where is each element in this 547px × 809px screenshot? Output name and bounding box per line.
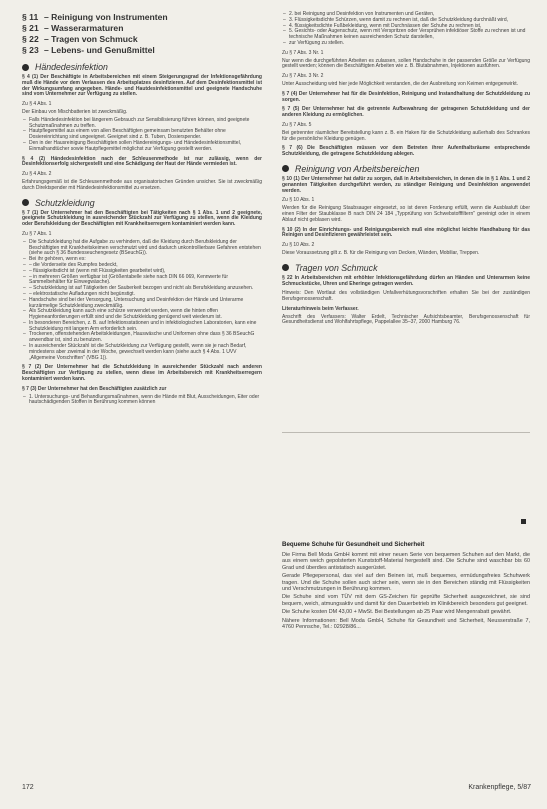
list-item: – – die Vorderseite des Rumpfes bedeckt, bbox=[29, 263, 262, 269]
list-item: – Bei ihr gehören, wenn es: bbox=[29, 257, 262, 263]
toc-number: § 11 bbox=[22, 12, 39, 22]
bullet-list bbox=[22, 118, 262, 153]
subheading: Zu § 4 Abs. 2 bbox=[22, 171, 52, 178]
section-title: Tragen von Schmuck bbox=[295, 262, 378, 273]
list-item: – 2. bei Reinigung und Desinfektion von Instrumenten und Geräten, bbox=[289, 12, 530, 18]
paragraph: Die Schuhe sind vom TÜV mit dem GS-Zeichen für geprüfte Sicherheit ausgezeichnet, sie sind bequem, weich, atmungsaktiv und damit für den Dauerbetrieb im Klinikbereich besonders gut geeignet. bbox=[282, 594, 530, 607]
paragraph: § 7 (4) Der Unternehmer hat für die Desinfektion, Reinigung und Instandhaltung der Schutzkleidung zu sorgen. bbox=[282, 90, 530, 103]
paragraph: Nur wenn die durchgeführten Arbeiten es zulassen, sollen Handschuhe in der passenden Größe zur Verfügung gestellt werden; können die Beschäftigten Arbeiten wie z. B. Blutabnahmen, Injektionen ausführen. bbox=[282, 57, 530, 70]
list-item: – Falls Händedesinfektion bei längerem Gebrauch zur Sensibilisierung führen können, sind geeignete Schutzmaßnahmen zu treffen. bbox=[29, 118, 262, 130]
paragraph: § 10 (1) Der Unternehmer hat dafür zu sorgen, daß in Arbeitsbereichen, in denen die in § 1 Abs. 1 und 2 genannten Tätigkeiten durchgeführt werden, zu ständiger Reinigung und Desinfektion angewendet werden. bbox=[282, 175, 530, 194]
toc-row bbox=[22, 12, 262, 23]
list-item: – zur Verfügung zu stellen. bbox=[289, 41, 530, 47]
section-title: Händedesinfektion bbox=[35, 62, 108, 72]
table-of-contents bbox=[22, 12, 262, 56]
bullet-icon bbox=[22, 64, 29, 71]
subheading: Zu § 7 Abs. 1 bbox=[22, 230, 52, 237]
paragraph: Der Einbau von Mischbatterien ist zweckmäßig. bbox=[22, 108, 128, 115]
paragraph: Diese Voraussetzung gilt z. B. für die Reinigung von Decken, Wänden, Mobiliar, Treppen. bbox=[282, 249, 480, 256]
toc-row bbox=[22, 45, 262, 56]
numbered-list bbox=[282, 12, 530, 47]
section-heading-schmuck bbox=[282, 263, 530, 273]
list-item: – 1. Untersuchungs- und Behandlungsmaßnahmen, wenn die Hände mit Blut, Ausscheidungen, Eiter oder hautschädigenden Stoffen in Berührung kommen können bbox=[29, 395, 262, 407]
toc-title: – Tragen von Schmuck bbox=[44, 34, 138, 44]
paragraph: § 7 (5) Der Unternehmer hat die getrennte Aufbewahrung der getragenen Schutzkleidung und der anderen Kleidung zu ermöglichen. bbox=[282, 106, 530, 119]
section-title: Reinigung von Arbeitsbereichen bbox=[295, 163, 420, 174]
subheading: Zu § 4 Abs. 1 bbox=[22, 101, 52, 108]
paragraph: § 4 (2) Händedesinfektion nach der Schleusenmethode ist nur zulässig, wenn der Desinfektionserfolg sichergestellt und eine Schädigung der Haut der Hände vermieden ist. bbox=[22, 155, 262, 168]
paragraph: Unter Ausscheidung wird hier jede Möglichkeit verstanden, die der Ausbreitung von Keimen entgegenwirkt. bbox=[282, 80, 518, 87]
subheading: Zu § 10 Abs. 1 bbox=[282, 197, 315, 204]
toc-title: – Reinigung von Instrumenten bbox=[44, 12, 168, 22]
section-heading-reinigung bbox=[282, 164, 530, 174]
list-item: – Hautpflegemittel aus einem von allen Beschäftigten gemeinsam benutzten Behälter ohne Dosiereinrichtung sind ungeeignet. Geeignet sind z. B. Tuben, Dosierspender. bbox=[29, 129, 262, 141]
toc-number: § 23 bbox=[22, 45, 39, 55]
subheading: Zu § 7 Abs. 5 bbox=[282, 121, 312, 128]
list-item: – – in mehreren Größen verfügbar ist (Größentabelle siehe nach DIN 66 069, Kennwerte für Sammelbehälter für Einwegwäsche). bbox=[29, 275, 262, 287]
list-item: – Die Schutzkleidung hat die Aufgabe zu verhindern, daß die Kleidung durch Berufskleidung der Beschäftigten mit Krankheitskeimen verschmutzt wird und dadurch unkontrollierbare Gefahren entstehen (siehe auch § 36 Bundesseuchengesetz (BSeuchG)). bbox=[29, 240, 262, 257]
paragraph: Nähere Informationen: Bell Moda GmbH, Schuhe für Gesundheit und Sicherheit, Neusserstraße 7, 4760 Pennsche, Tel.: 02928/86... bbox=[282, 617, 530, 631]
list-item: – 4. flüssigkeitsdichte Fußbekleidung, wenn mit Durchnässen der Schuhe zu rechnen ist, bbox=[289, 24, 530, 30]
list-item: – 5. Gesichts- oder Augenschutz, wenn mit Verspritzen oder Versprühen infektiöser Stoffe zu rechnen ist und technische Maßnahmen keinen ausreichenden Schutz darstellen, bbox=[289, 29, 530, 41]
list-item: – Den in der Hausreinigung Beschäftigten sollen Händereinigungs- und Händedesinfektionsmittel, Einmalhandtücher sowie Hautpflegemittel möglichst zur Verfügung gestellt werden. bbox=[29, 141, 262, 153]
paragraph: § 7 (3) Der Unternehmer hat den Beschäftigten zusätzlich zur bbox=[22, 385, 167, 392]
list-item: – Als Schutzkleidung kann auch eine schürze verwendet werden, wenn die hinten offen Hygieneanforderungen erfüllt sind und die Schutzkleidung genügend weit wiederum ist. bbox=[29, 309, 262, 321]
list-item: – – flüssigkeitsdicht ist (wenn mit Flüssigkeiten gearbeitet wird), bbox=[29, 269, 262, 275]
toc-number: § 22 bbox=[22, 34, 39, 44]
subheading: Zu § 7 Abs. 3 Nr. 1 bbox=[282, 49, 324, 56]
list-item: – Handschuhe sind bei der Versorgung, Untersuchung und Desinfektion der Hände und Unterarme kurzärmelige Schutzkleidung zweckmäßig. bbox=[29, 298, 262, 310]
paragraph: Die Schuhe kosten DM 43,00 + MwSt. Bei Bestellungen ab 25 Paar wird Mengenrabatt gewährt. bbox=[282, 609, 512, 616]
numbered-list bbox=[22, 395, 262, 407]
paragraph: § 4 (1) Der Beschäftigte in Arbeitsbereichen mit einem Steigerungsgrad der Infektionsgefährdung muß die Hände vor dem Verlassen des Arbeitsplatzes desinfizieren. Auf dem Desinfektionsmittel ist der Wirkungsumfang angegeben. Hände- und Hautdesinfektionsmittel und geeignete Handschuhe sind vom Unternehmer zur Verfügung zu stellen. bbox=[22, 74, 262, 98]
list-item: – – elektrostatische Aufladungen nicht begünstigt. bbox=[29, 292, 262, 298]
right-column bbox=[282, 12, 530, 328]
paragraph: Erfahrungsgemäß ist die Schleusenmethode aus organisatorischen Gründen unsicher. Sie ist zweckmäßig durch Direktspender mit Händedesinfektionsmittel zu ersetzen. bbox=[22, 178, 262, 191]
list-item: – In besonderen Bereichen, z. B. auf Infektionsstationen und in infektiologischen Laboratorien, kann eine Schutzkleidung mit langem Arm erforderlich sein. bbox=[29, 321, 262, 333]
list-item: – Trockenen, offenstehenden Arbeitskleidungen, Hauswäsche und Uniformen ohne dass § 36 BSeuchG anwendbar ist, sind zu benutzen. bbox=[29, 332, 262, 344]
product-news-box bbox=[282, 432, 530, 771]
paragraph: Gerade Pflegepersonal, das viel auf den Beinen ist, muß bequemes, ermüdungsfreies Schuhwerk tragen. Und die Schuhe sollen auch sicher sein, wenn sie in den Bereichen ständig mit Flüssigkeiten und Verschmutzungen in Berührung kommen. bbox=[282, 573, 530, 593]
end-mark-icon bbox=[521, 519, 526, 524]
bullet-icon bbox=[22, 199, 29, 206]
list-item: – – Schutzkleidung ist auf Tätigkeiten der Sauberkeit bezogen und nicht als Berufskleidung anzusehen. bbox=[29, 286, 262, 292]
toc-title: – Lebens- und Genußmittel bbox=[44, 45, 155, 55]
paragraph: § 10 (2) In der Einrichtungs- und Reinigungsbereich muß eine möglichst leichte Handhabung für das Reinigen und Desinfizieren gewährleistet sein. bbox=[282, 226, 530, 239]
left-column bbox=[22, 12, 262, 408]
note: Hinweis: Den Wortlaut des vollständigen Unfallverhütungsvorschriften erhalten Sie bei der zuständigen Berufsgenossenschaft. bbox=[282, 290, 530, 303]
toc-number: § 21 bbox=[22, 23, 39, 33]
toc-row bbox=[22, 34, 262, 45]
bullet-icon bbox=[282, 264, 289, 271]
subheading: Zu § 10 Abs. 2 bbox=[282, 242, 315, 249]
paragraph: § 7 (1) Der Unternehmer hat den Beschäftigten bei Tätigkeiten nach § 1 Abs. 1 und 2 geeignete, geeignete Schutzkleidung in ausreichender Stückzahl zur Verfügung zu stellen, wenn die Kleidung oder Berufskleidung der Beschäftigten mit Krankheitserregern kontaminiert werden kann. bbox=[22, 209, 262, 228]
list-item: – In ausreichender Stückzahl ist die Schutzkleidung zur Verfügung gestellt, wenn sie je nach Bedarf, mindestens aber zweimal in der Woche, gewechselt werden kann (siehe auch § 4 Abs. 1 UVV „Allgemeine Vorschriften" (VBG 1)). bbox=[29, 344, 262, 361]
toc-title: – Wasserarmaturen bbox=[44, 23, 124, 33]
toc-row bbox=[22, 23, 262, 34]
paragraph: § 7 (2) Der Unternehmer hat die Schutzkleidung in ausreichender Stückzahl nach anderen Beschäftigten zur Verfügung zu stellen, wenn diese im Arbeitsbereich mit Krankheitserregern kontaminiert werden kann. bbox=[22, 364, 262, 383]
subheading: Zu § 7 Abs. 3 Nr. 2 bbox=[282, 73, 324, 80]
page-number: 172 bbox=[22, 784, 34, 791]
bullet-list bbox=[22, 240, 262, 362]
section-title: Schutzkleidung bbox=[35, 197, 95, 208]
paragraph: § 7 (6) Die Beschäftigten müssen vor dem Betreten ihrer Aufenthaltsräume entsprechende Schutzkleidung, die getragene Schutzkleidung ablegen. bbox=[282, 145, 530, 158]
section-heading-hand bbox=[22, 62, 262, 72]
note-heading: Literaturhinweis beim Verfasser. bbox=[282, 305, 359, 312]
author-address: Anschrift des Verfassers: Walter Erdelt, Technischer Aufsichtsbeamter, Berufsgenossenschaft für Gesundheitsdienst und Wohlfahrtspflege, Pappelallee 35–37, 2000 Hamburg 76. bbox=[282, 313, 530, 326]
bullet-icon bbox=[282, 165, 289, 172]
journal-reference: Krankenpflege, 5/87 bbox=[468, 784, 531, 791]
list-item: – 3. Flüssigkeitsdichte Schürzen, wenn damit zu rechnen ist, daß die Schutzkleidung durchnäßt wird, bbox=[289, 18, 530, 24]
box-title: Bequeme Schuhe für Gesundheit und Sicherheit bbox=[282, 541, 425, 548]
paragraph: § 22 In Arbeitsbereichen mit erhöhter Infektionsgefährdung dürfen an Händen und Unterarmen keine Schmuckstücke, Uhren und Eheringe getragen werden. bbox=[282, 274, 530, 287]
paragraph: Werden für die Reinigung Staubsauger eingesetzt, so ist deren Forderung erfüllt, wenn die Ausblasluft über einen Filter der Staubklasse B nach DIN 24 184 „Typprüfung von Schwebstofffiltern" gereinigt oder in einem Ablauf nicht geblasen wird. bbox=[282, 205, 530, 223]
paragraph: Bei getrennter räumlicher Bereitstellung kann z. B. ein Haken für die Schutzkleidung außerhalb des Schrankes für die persönliche Kleidung genügen. bbox=[282, 129, 530, 142]
paragraph: Die Firma Bell Moda GmbH kommt mit einer neuen Serie von bequemen Schuhen auf den Markt, die aus einem weich gepolsterten Kunststoff-Material hergestellt sind. Die Schuhe sind waschbar bis 60 Grad und überdies antistatisch ausgerüstet. bbox=[282, 552, 530, 571]
section-heading-kleidung bbox=[22, 198, 262, 208]
